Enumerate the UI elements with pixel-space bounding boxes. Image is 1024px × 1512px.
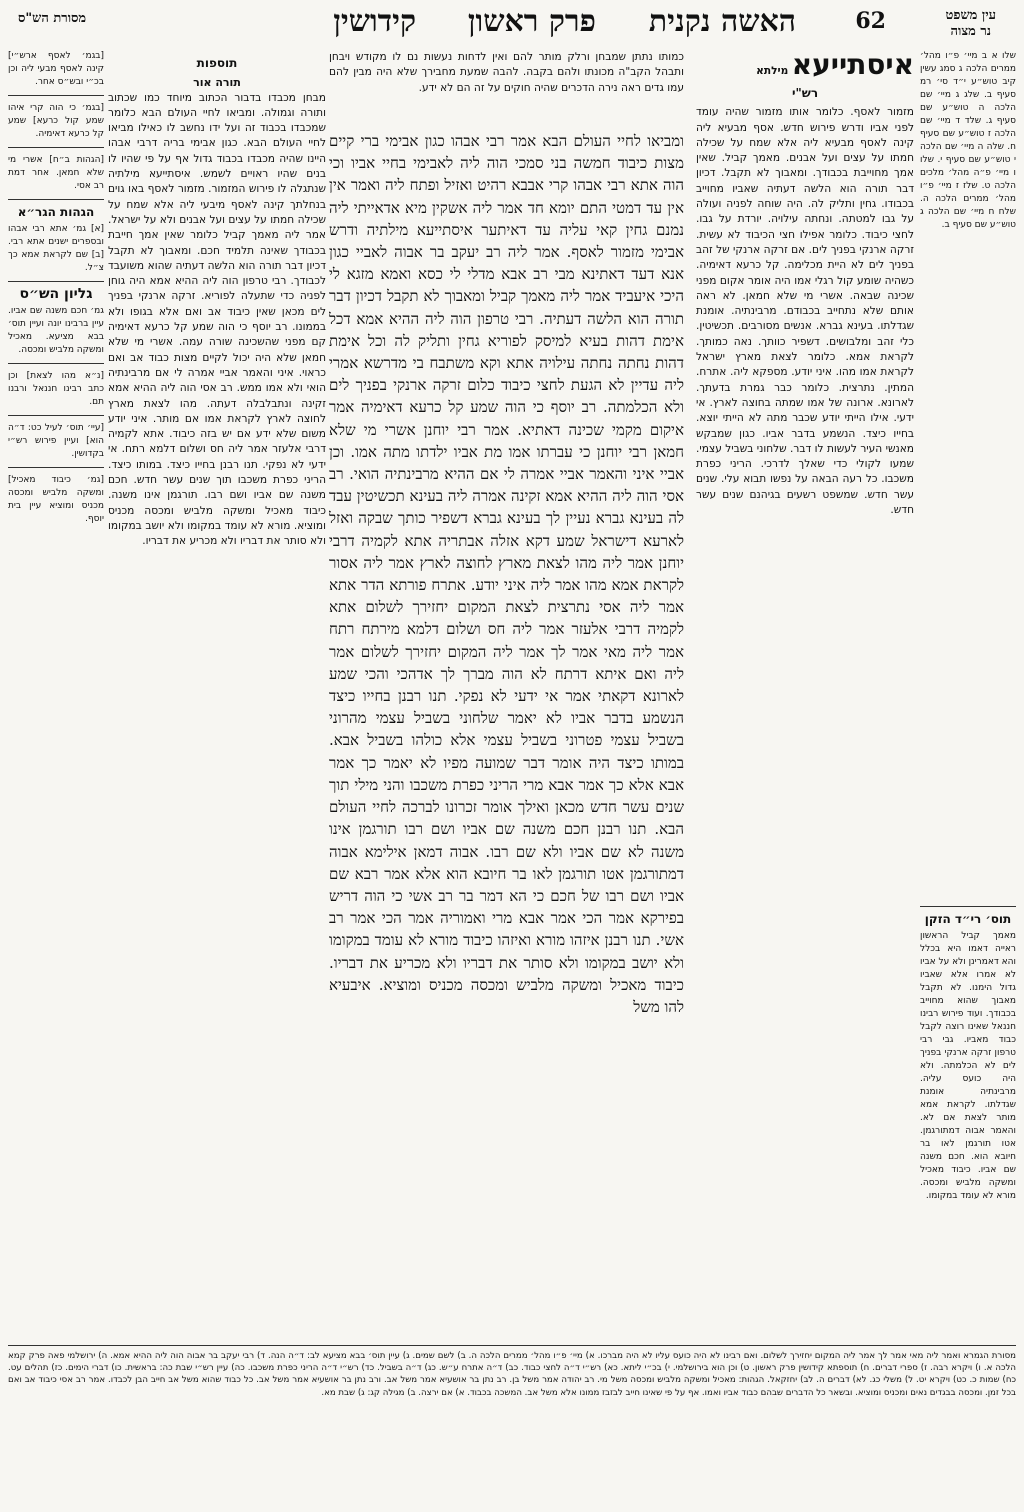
ein-mishpat-column bbox=[920, 50, 1016, 430]
tosafot-text: מבחן מכבדו בדבור הכתוב מיוחד כמו שכתוב ותורה וגמולה. ומביאו לחיי העולם הבא כלומר שמכבדו בכבוד זה ועל ידו נחשב לו כאילו מביאו לחיי העולם הבא. כגון אבימי בריה דרבי אבהו היינו שהיה מכבדו בכבוד גדול אף על פי שהיו לו בנים שהיו ראויים לשמש. איסתייעא מילתיה שנתגלה לו פירוש המזמור. מזמור לאסף באו גוים בנחלתך קינה לאסף מיבעי ליה אלא שמח על שכילה חמתו על עצים ועל אבנים ולא על ישראל. אמר ליה מאמך קביל כלומר שאין אמך חייבת בכבודך שאינה תלמיד חכם. ומאבוך לא תקבל דכיון דבר תורה הוא הלשה דעתיה שהוא משועבד לכבודך. רבי טרפון הוה ליה ההיא אמא היה גוחן לפניה כדי שתעלה לפוריא. זרקה ארנקי בפניך לים מכאן שאין כיבוד אב ואם אלא בגופו ולא בממונו. רב יוסף כי הוה שמע קל כרעא דאימיה קם מפני שהשכינה שורה עמה. אשרי מי שלא חמאן שלא היה יכול לקיים מצות כבוד אב ואם כראוי. איני והאמר אביי אמרה לי אם מרבינתיה הואי ולא אמו ממש. רב אסי הוה ליה ההיא אמא זקינה ונתבלבלה דעתה. מהו לצאת מארץ לחוצה לארץ לקראת אמו אם מותר. איני יודע משום שלא ידע אם יש בזה כיבוד. אתא לקמיה דרבי אלעזר אמר ליה חס ושלום דלמא רתח. אי ידעי לא נפקי. תנו רבנן בחייו כיצד. במותו כיצד. הריני כפרת משכבו תוך שנים עשר חדש. חכם משנה שם אביו ושם רבו. תורגמן אינו משנה. כיבוד מאכיל ומשקה מלביש ומכסה מכניס ומוציא. מורא לא עומד במקומו ולא יושב במקומו ולא סותר את דבריו ולא מכריע את דבריו. bbox=[108, 91, 326, 548]
gilyon-hashas-label: גליון הש״ס bbox=[19, 286, 93, 302]
footer-text: מסורת הגמרא ואמר ליה מאי אמר לך אמר ליה המקום יחזירך לשלום. ואם רבינו לא היה כועס עליו לא היה מברכו. א) מיי׳ פ״ו מהל׳ ממרים הלכה ה. ב) לשם שמים. ג) עיין תוס׳ בבא מציעא לב: ד״ה הנה. ד) רבי יעקב בר אבוה הוה ליה ההיא אמא. ה) ירושלמי פאה פרק קמא הלכה א. ו) ויקרא רבה. ז) ספרי דברים. ח) תוספתא קידושין פרק ראשון. ט) וכן הוא בירושלמי. י) בכ״י ליתא. כא) רש״י ד״ה לחצי כבוד. כב) ד״ה אתרח ע״ש. כג) ד״ה בשביל. כד) רש״י ד״ה הריני כפרת משכבו. כה) עיין רש״י שבת כה: בראשית. כו) דברי הימים. כז) תהלים עט. כח) שמות כ. כט) ויקרא יט. ל) משלי כג. לא) דברים ה. לב) יחזקאל. הגהות: מאכיל ומשקה מלביש ומכסה משל מי. רב יהודה אמר משל בן. רב נתן בר אושעיא אמר משל אב. ורב נתן בר אושעיא אמר משל אב. כל כבוד שהוא משל אב חייב הבן לכבדו. אמר רב אסי כיבוד אב ואם בכל זמן. ומכסה בבגדים נאים ומכניס ומוציא. ובשאר כל הדברים שבהם כבוד אביו ואמו. אף על פי שאינו חייב לבזבז ממונו אלא משל אב. המשכה בכבוד. א) אם ירצה. ב) מגילה קג: ג) שבת מא. bbox=[8, 1351, 1016, 1398]
tosafot-column bbox=[108, 50, 326, 1230]
left-note-3: [הגהות ב״ח] אשרי מי שלא חמאן. אחר דמת רב אסי. bbox=[8, 155, 104, 191]
divider bbox=[8, 95, 104, 96]
ner-mitzvah-title: נר מצוה bbox=[950, 24, 991, 39]
tosafot-rid-column bbox=[920, 900, 1016, 1340]
left-note-2: [בגמ׳ כי הוה קרי איהו שמע קול כרעא] שמע קל כרעא דאימיה. bbox=[8, 103, 104, 139]
divider bbox=[8, 415, 104, 416]
tosafot-rid-text: מאמך קביל הראשון ראייה דאמו היא בכלל והא דאמרינן ולא על אביו לא אמרו אלא שאביו גדול הימנו. לא תקבל מאבוך שהוא מחוייב בכבודך. ועוד פירוש רבינו חננאל שאינו רוצה לקבל כבוד מאביו. גבי רבי טרפון זרקה ארנקי בפניך לים לא הכלמתה. ולא היה כועס עליה. מרבינתיה אומנת שגדלתו. לקראת אמא מותר לצאת אם לא. והאמר אבוה דמתורגמן. אטו תורגמן לאו בר חיובא הוא. חכם משנה שם אביו. כיבוד מאכיל ומשקה מלביש ומכסה. מורא לא עומד במקומו. bbox=[920, 931, 1016, 1201]
rashi-column bbox=[696, 50, 914, 890]
haghot-hagra-label: הגהות הגר״א bbox=[17, 205, 95, 219]
left-note-5: [עיי׳ תוס׳ לעיל כט: ד״ה הוא] ועיין פירוש רש״י בקדושין. bbox=[8, 423, 104, 459]
divider bbox=[920, 906, 1016, 907]
left-notes-column bbox=[8, 50, 104, 1250]
divider bbox=[8, 199, 104, 200]
divider bbox=[8, 363, 104, 364]
left-note-4: [נ״א מהו לצאת] וכן כתב רבינו חננאל ורבנו תם. bbox=[8, 371, 104, 407]
ein-mishpat-text: שלו א ב מיי׳ פ״ו מהל׳ ממרים הלכה ג סמג עשין קיב טוש״ע י״ד סי׳ רמ סעיף ב. שלג ג מיי׳ שם הלכה ה טוש״ע שם סעיף ג. שלד ד מיי׳ שם הלכה ז טוש״ע שם סעיף ח. שלה ה מיי׳ שם הלכה י טוש״ע שם סעיף י. שלו ו מיי׳ פ״ה מהל׳ מלכים הלכה ט. שלז ז מיי׳ פ״ו מהל׳ ממרים הלכה ה. שלח ח מיי׳ שם הלכה ג טוש״ע שם סעיף ב. bbox=[920, 51, 1016, 230]
divider bbox=[8, 281, 104, 282]
gemara-opening-word: איסתייעא bbox=[791, 50, 914, 81]
chapter-title: האשה נקנית bbox=[648, 4, 796, 39]
gemara-main-text: ומביאו לחיי העולם הבא אמר רבי אבהו כגון אבימי ברי קיים מצות כיבוד חמשה בני סמכי הוה ליה לאבימי בחיי אביו וכי הוה אתא רבי אבהו קרי אבבא רהיט ואזיל ופתח ליה ואמר אין אין עד דמטי התם יומא חד אמר ליה אשקין מיא אדאייתי ליה נמנם גחין קאי עליה עד דאיתער איסתייעא מילתיה ודרש אבימי מזמור לאסף. אמר ליה רב יעקב בר אבוה לאביי כגון אנא דעד דאתינא מבי רב אבא מדלי לי כסא ואמא מזגא לי היכי איעביד אמר ליה מאמך קביל ומאבוך לא תקבל דכיון דבר תורה הוא הלשה דעתיה. רבי טרפון הוה ליה ההיא אמא דכל אימת דהות בעיא למיסק לפוריא גחין ותליק לה וכל אימת דהות נחתה נחתה עילויה אתא וקא משתבח בי מדרשא אמרי ליה עדיין לא הגעת לחצי כיבוד כלום זרקה ארנקי בפניך לים ולא הכלמתה. רב יוסף כי הוה שמע קל כרעא דאימיה אמר איקום מקמי שכינה דאתיא. אמר רבי יוחנן אשרי מי שלא חמאן רבי יוחנן כי עברתו אמו מת אביו ילדתו מתה אמו. וכן אביי איני והאמר אביי אמרה לי אם ההיא מרבינתיה הואי. רב אסי הוה ליה ההיא אמא זקינה אמרה ליה בעינא תכשיטין עבד לה בעינא גברא נעיין לך בעינא גברא דשפיר כותך שבקה ואזל לארעא דישראל שמע דקא אזלה אבתריה אתא לקמיה דרבי יוחנן אמר ליה מהו לצאת מארץ לחוצה לארץ אמר ליה אסור לקראת אמא מהו אמר ליה איני יודע. אתרח פורתא הדר אתא אמר ליה אסי נתרצית לצאת המקום יחזירך לשלום אתא לקמיה דרבי אלעזר אמר ליה חס ושלום דלמא מירתח רתח אמר ליה מאי אמר לך אמר ליה המקום יחזירך לשלום אמר ליה ואם איתא דרתח לא הוה מברך לך אדהכי והכי שמע לארונא דקאתי אמר אי ידעי לא נפקי. תנו רבנן בחייו כיצד הנשמע בדבר אביו לא יאמר שלחוני בשביל עצמי מהרוני בשביל עצמי פטרוני בשביל עצמי אלא כולהו בשביל אבא. במותו כיצד היה אומר דבר שמועה מפיו לא יאמר כך אמר אבא אלא כך אמר אבא מרי הריני כפרת משכבו והני מילי תוך שנים עשר חדש מכאן ואילך אומר זכרונו לברכה לחיי העולם הבא. תנו רבנן חכם משנה שם אביו ושם רבו תורגמן אינו משנה לא שם אביו ולא שם רבו. אבוה דמאן אילימא אבוה דמתורגמן אטו תורגמן לאו בר חיובא הוא אלא אמר רבא שם אביו ושם רבו של חכם כי הא דמר בר רב אשי כי הוה דריש בפירקא אמר הכי אמר אבא מרי ואמוריה אמר הכי אמר רב אשי. תנו רבנן איזהו מורא ואיזהו כיבוד מורא לא עומד במקומו ולא יושב במקומו ולא סותר את דבריו ולא מכריע את דבריו. כיבוד מאכיל ומשקה מלביש ומכסה מכניס ומוציא. איבעיא להו משל bbox=[329, 132, 684, 1016]
gemara-top-commentary bbox=[329, 50, 684, 128]
ein-mishpat-header bbox=[946, 8, 996, 40]
gilyon-hashas-text: גמ׳ חכם משנה שם אביו. עיין ברבינו יונה ועיין תוס׳ בבא מציעא. מאכיל ומשקה מלביש ומכסה. bbox=[8, 306, 104, 355]
tractate-title: קידושין bbox=[333, 4, 416, 39]
page-number: 62 bbox=[855, 8, 886, 34]
haghot-hagra-text: [א] גמ׳ אתא רבי אבהו ובספרים ישנים אתא רבי. [ב] שם לקראת אמא כך צ״ל. bbox=[8, 224, 104, 273]
left-note-1: [בגמ׳ לאסף ארש״י] קינה לאסף מבעי ליה וכן בכ״י ובש״ס אחר. bbox=[8, 51, 104, 87]
tosafot-label: תוספות bbox=[196, 56, 238, 70]
footer-notes bbox=[8, 1345, 1016, 1510]
divider bbox=[8, 147, 104, 148]
page-header bbox=[8, 4, 1016, 46]
gemara-column bbox=[329, 130, 684, 1250]
masoret-header: מסורת הש"ס bbox=[18, 11, 87, 26]
tosafot-rid-label: תוס׳ רי״ד הזקן bbox=[924, 912, 1012, 926]
torah-or-label: תורה אור bbox=[193, 76, 241, 90]
rashi-text: מזמור לאסף. כלומר אותו מזמור שהיה עומד לפני אביו ודרש פירוש חדש. אסף מבעיא ליה קינה לאסף מבעיא ליה אלא שמח על שכילה חמתו על עצים ועל אבנים. מאמך קביל. שאין אמך מחוייבת בכבודך. ומאבוך לא תקבל. דכיון דבר תורה הוא הלשה דעתיה שאביו מחוייב בכבודו. גחין ותליק לה. היה שוחה לפניה ועולה על גבו למטתה. ונחתה עילויה. יורדת על גבו. לחצי כיבוד. כלומר אפילו חצי הכיבוד לא עשית. זרקה ארנקי בפניך לים. אם זרקה ארנקי של זהב בפניך לים לא היית מכלימה. קל כרעא דאימיה. כשהיה שומע קול רגלי אמו היה אומר אקום מפני שכינה שבאה. אשרי מי שלא חמאן. לא ראה אותם שלא נתחייב בכבודם. מרבינתיה. אומנת שגדלתו. בעינא גברא. אנשים מסורבים. תכשיטין. כלי זהב ומלבושים. דשפיר כוותך. נאה כמותך. לקראת אמא. כלומר לצאת מארץ ישראל לקראת אמו מהו. איני יודע. מספקא ליה. אתרח. המתין. נתרצית. כלומר כבר גמרת בדעתך. לארונא. ארונה של אמו שמתה בחוצה לארץ. אי ידעי. אילו הייתי יודע שכבר מתה לא הייתי יוצא. בחייו כיצד. הנשמע בדבר אביו. כגון שמבקש מאנשי העיר לעשות לו דבר. שלחוני בשביל עצמי. שמעו לקולי כדי שאלך לדרכי. הריני כפרת משכבו. כל רעה הבאה על נפשו תבוא עלי. שנים עשר חדש. שמשפט רשעים בגיהנם שנים עשר חדש. bbox=[696, 106, 914, 517]
perek-title: פרק ראשון bbox=[467, 4, 596, 39]
rashi-label: רש"י bbox=[791, 86, 819, 100]
ein-mishpat-title: עין משפט bbox=[945, 8, 996, 23]
gemara-opening-rest: מילתא bbox=[756, 65, 789, 77]
divider bbox=[8, 467, 104, 468]
gemara-top-text: כמותו נתתן שמבחן ורלק מותר להם ואין לדחות נעשות נם לו מקודש ויבחן ותבהל הקב"ה מכונתו ולהם בקבה. להבה שמעת מחבירך שלא היה מבין להם עמו גדים ראה נירה הדכרים שהיה חוקים על זה הם לא ידע. bbox=[329, 51, 684, 94]
left-note-6: [גמ׳ כיבוד מאכיל] ומשקה מלביש ומכסה מכניס ומוציא עיין בית יוסף. bbox=[8, 475, 104, 524]
